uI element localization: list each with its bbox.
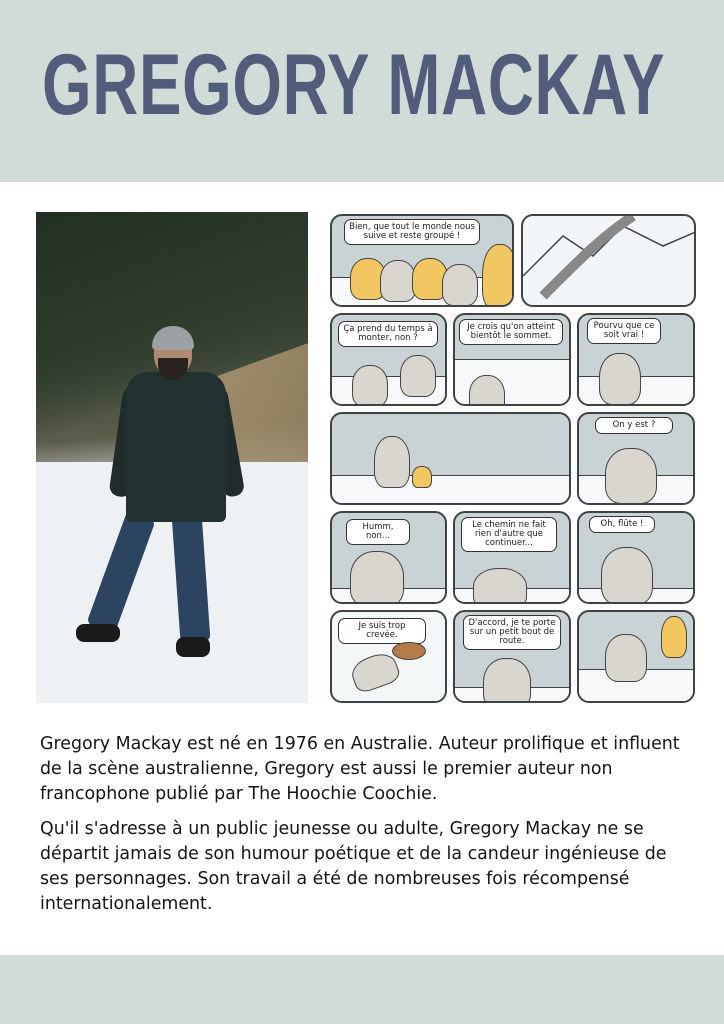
comic-panel xyxy=(577,412,695,505)
character xyxy=(469,375,505,406)
comic-panel xyxy=(453,313,571,406)
speech-bubble: Humm, non... xyxy=(346,519,410,545)
comic-panel xyxy=(330,610,447,703)
speech-bubble: Je crois qu'on atteint bientôt le sommet. xyxy=(459,319,563,345)
biography-paragraph: Qu'il s'adresse à un public jeunesse ou adulte, Gregory Mackay ne se départit jamais de son humour poétique et de la candeur ingénieuse de ses personnages. Son travail a été de nombreuses fois récompensé internationalement. xyxy=(40,819,667,914)
comic-panel xyxy=(330,313,447,406)
drum xyxy=(392,642,426,660)
character xyxy=(374,436,410,488)
character xyxy=(412,466,432,488)
character xyxy=(605,448,657,504)
speech-bubble: Ça prend du temps à monter, non ? xyxy=(338,321,438,347)
speech-bubble: Le chemin ne fait rien d'autre que continuer... xyxy=(461,517,557,552)
speech-bubble: On y est ? xyxy=(595,417,673,434)
biography-paragraph: Gregory Mackay est né en 1976 en Australie. Auteur prolifique et influent de la scène australienne, Gregory est aussi le premier auteur non francophone publié par The Hoochie Coochie. xyxy=(40,734,680,804)
character xyxy=(350,551,404,604)
character xyxy=(483,658,531,703)
character xyxy=(601,547,653,604)
character xyxy=(605,634,647,682)
speech-bubble: Oh, flûte ! xyxy=(589,516,655,533)
person-boot xyxy=(76,624,120,642)
comic-panel xyxy=(577,511,695,604)
character xyxy=(473,568,527,604)
comic-panel xyxy=(453,610,571,703)
comic-panel xyxy=(453,511,571,604)
snow-ground xyxy=(332,475,569,503)
comic-panel xyxy=(330,412,571,505)
author-photo xyxy=(36,212,308,703)
comic-panel xyxy=(521,214,696,307)
comic-panel xyxy=(577,313,695,406)
biography-text xyxy=(40,732,690,927)
character xyxy=(482,244,514,307)
comic-panel xyxy=(577,610,695,703)
comic-panel xyxy=(330,214,514,307)
character xyxy=(442,264,478,306)
speech-bubble: Bien, que tout le monde nous suive et reste groupé ! xyxy=(344,219,480,245)
comic-panel xyxy=(330,511,447,604)
page-title: GREGORY MACKAY xyxy=(42,37,666,133)
person-boot xyxy=(176,637,210,657)
character xyxy=(400,355,436,397)
header-band xyxy=(0,0,724,182)
character xyxy=(661,616,687,658)
footer-band xyxy=(0,955,724,1024)
speech-bubble: Pourvu que ce soit vrai ! xyxy=(587,318,661,344)
speech-bubble: Je suis trop crevée. xyxy=(338,618,426,644)
character xyxy=(599,353,641,405)
person-jacket xyxy=(126,372,226,522)
character xyxy=(352,365,388,406)
character xyxy=(380,260,416,302)
speech-bubble: D'accord, je te porte sur un petit bout de route. xyxy=(463,615,561,650)
mountain-path-illustration xyxy=(523,216,696,307)
